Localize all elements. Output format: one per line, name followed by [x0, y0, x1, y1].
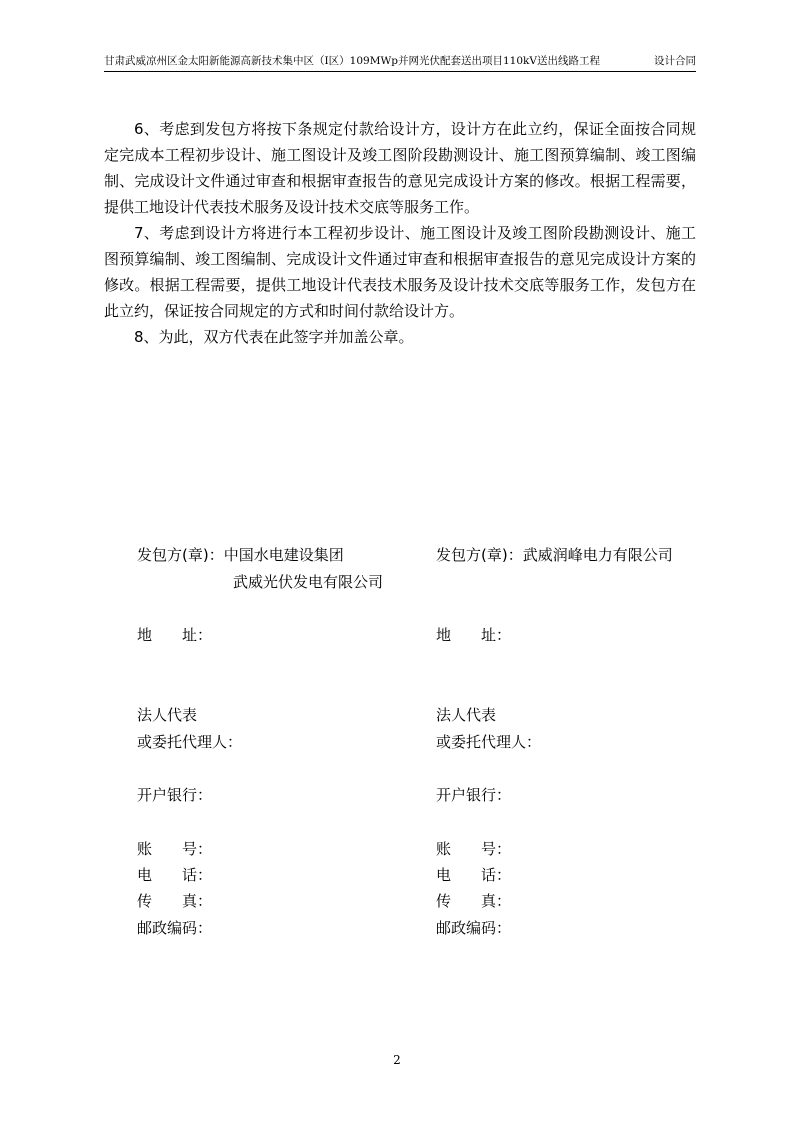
account-label: 账 号：: [137, 840, 213, 858]
legal-rep-label: 法人代表: [436, 706, 497, 724]
phone-label: 电 话：: [137, 866, 213, 884]
party-line: [137, 542, 344, 568]
party-name: 武威润峰电力有限公司: [522, 546, 673, 564]
bank-label: 开户银行：: [436, 786, 512, 804]
postcode-label: 邮政编码：: [137, 919, 213, 937]
page-number: 2: [393, 1053, 401, 1067]
party-label: 发包方(章)：: [137, 546, 224, 564]
agent-label: 或委托代理人：: [436, 733, 542, 751]
party-name-continued: 武威光伏发电有限公司: [233, 573, 384, 591]
header-project-title: 甘肃武威凉州区金太阳新能源高新技术集中区（Ⅰ区）109MWp并网光伏配套送出项目110kV送出线路工程: [104, 55, 600, 67]
clause-8: 8、为此，双方代表在此签字并加盖公章。: [134, 328, 414, 346]
postcode-label: 邮政编码：: [436, 919, 512, 937]
fax-label: 传 真：: [137, 892, 213, 910]
bank-label: 开户银行：: [137, 786, 213, 804]
party-label: 发包方(章)：: [436, 546, 523, 564]
party-name: 中国水电建设集团: [223, 546, 344, 564]
party-line: [436, 542, 673, 568]
legal-rep-label: 法人代表: [137, 706, 198, 724]
phone-label: 电 话：: [436, 866, 512, 884]
clause-7: 7、考虑到设计方将进行本工程初步设计、施工图设计及竣工图阶段勘测设计、施工图预算编制、竣工图编制、完成设计文件通过审查和根据审查报告的意见完成设计方案的修改。根据工程需要，提供工地设计代表技术服务及设计技术交底等服务工作，发包方在此立约，保证按合同规定的方式和时间付款给设计方。: [104, 224, 696, 320]
contract-body: [104, 116, 696, 350]
clause-6: 6、考虑到发包方将按下条规定付款给设计方，设计方在此立约，保证全面按合同规定完成本工程初步设计、施工图设计及竣工图阶段勘测设计、施工图预算编制、竣工图编制、完成设计文件通过审查和根据审查报告的意见完成设计方案的修改。根据工程需要，提供工地设计代表技术服务及设计技术交底等服务工作。: [104, 120, 696, 216]
account-label: 账 号：: [436, 840, 512, 858]
header-document-type: 设计合同: [654, 55, 696, 67]
agent-label: 或委托代理人：: [137, 733, 243, 751]
address-label: 地 址：: [436, 626, 512, 644]
address-label: 地 址：: [137, 626, 213, 644]
fax-label: 传 真：: [436, 892, 512, 910]
header-divider: [104, 71, 696, 72]
